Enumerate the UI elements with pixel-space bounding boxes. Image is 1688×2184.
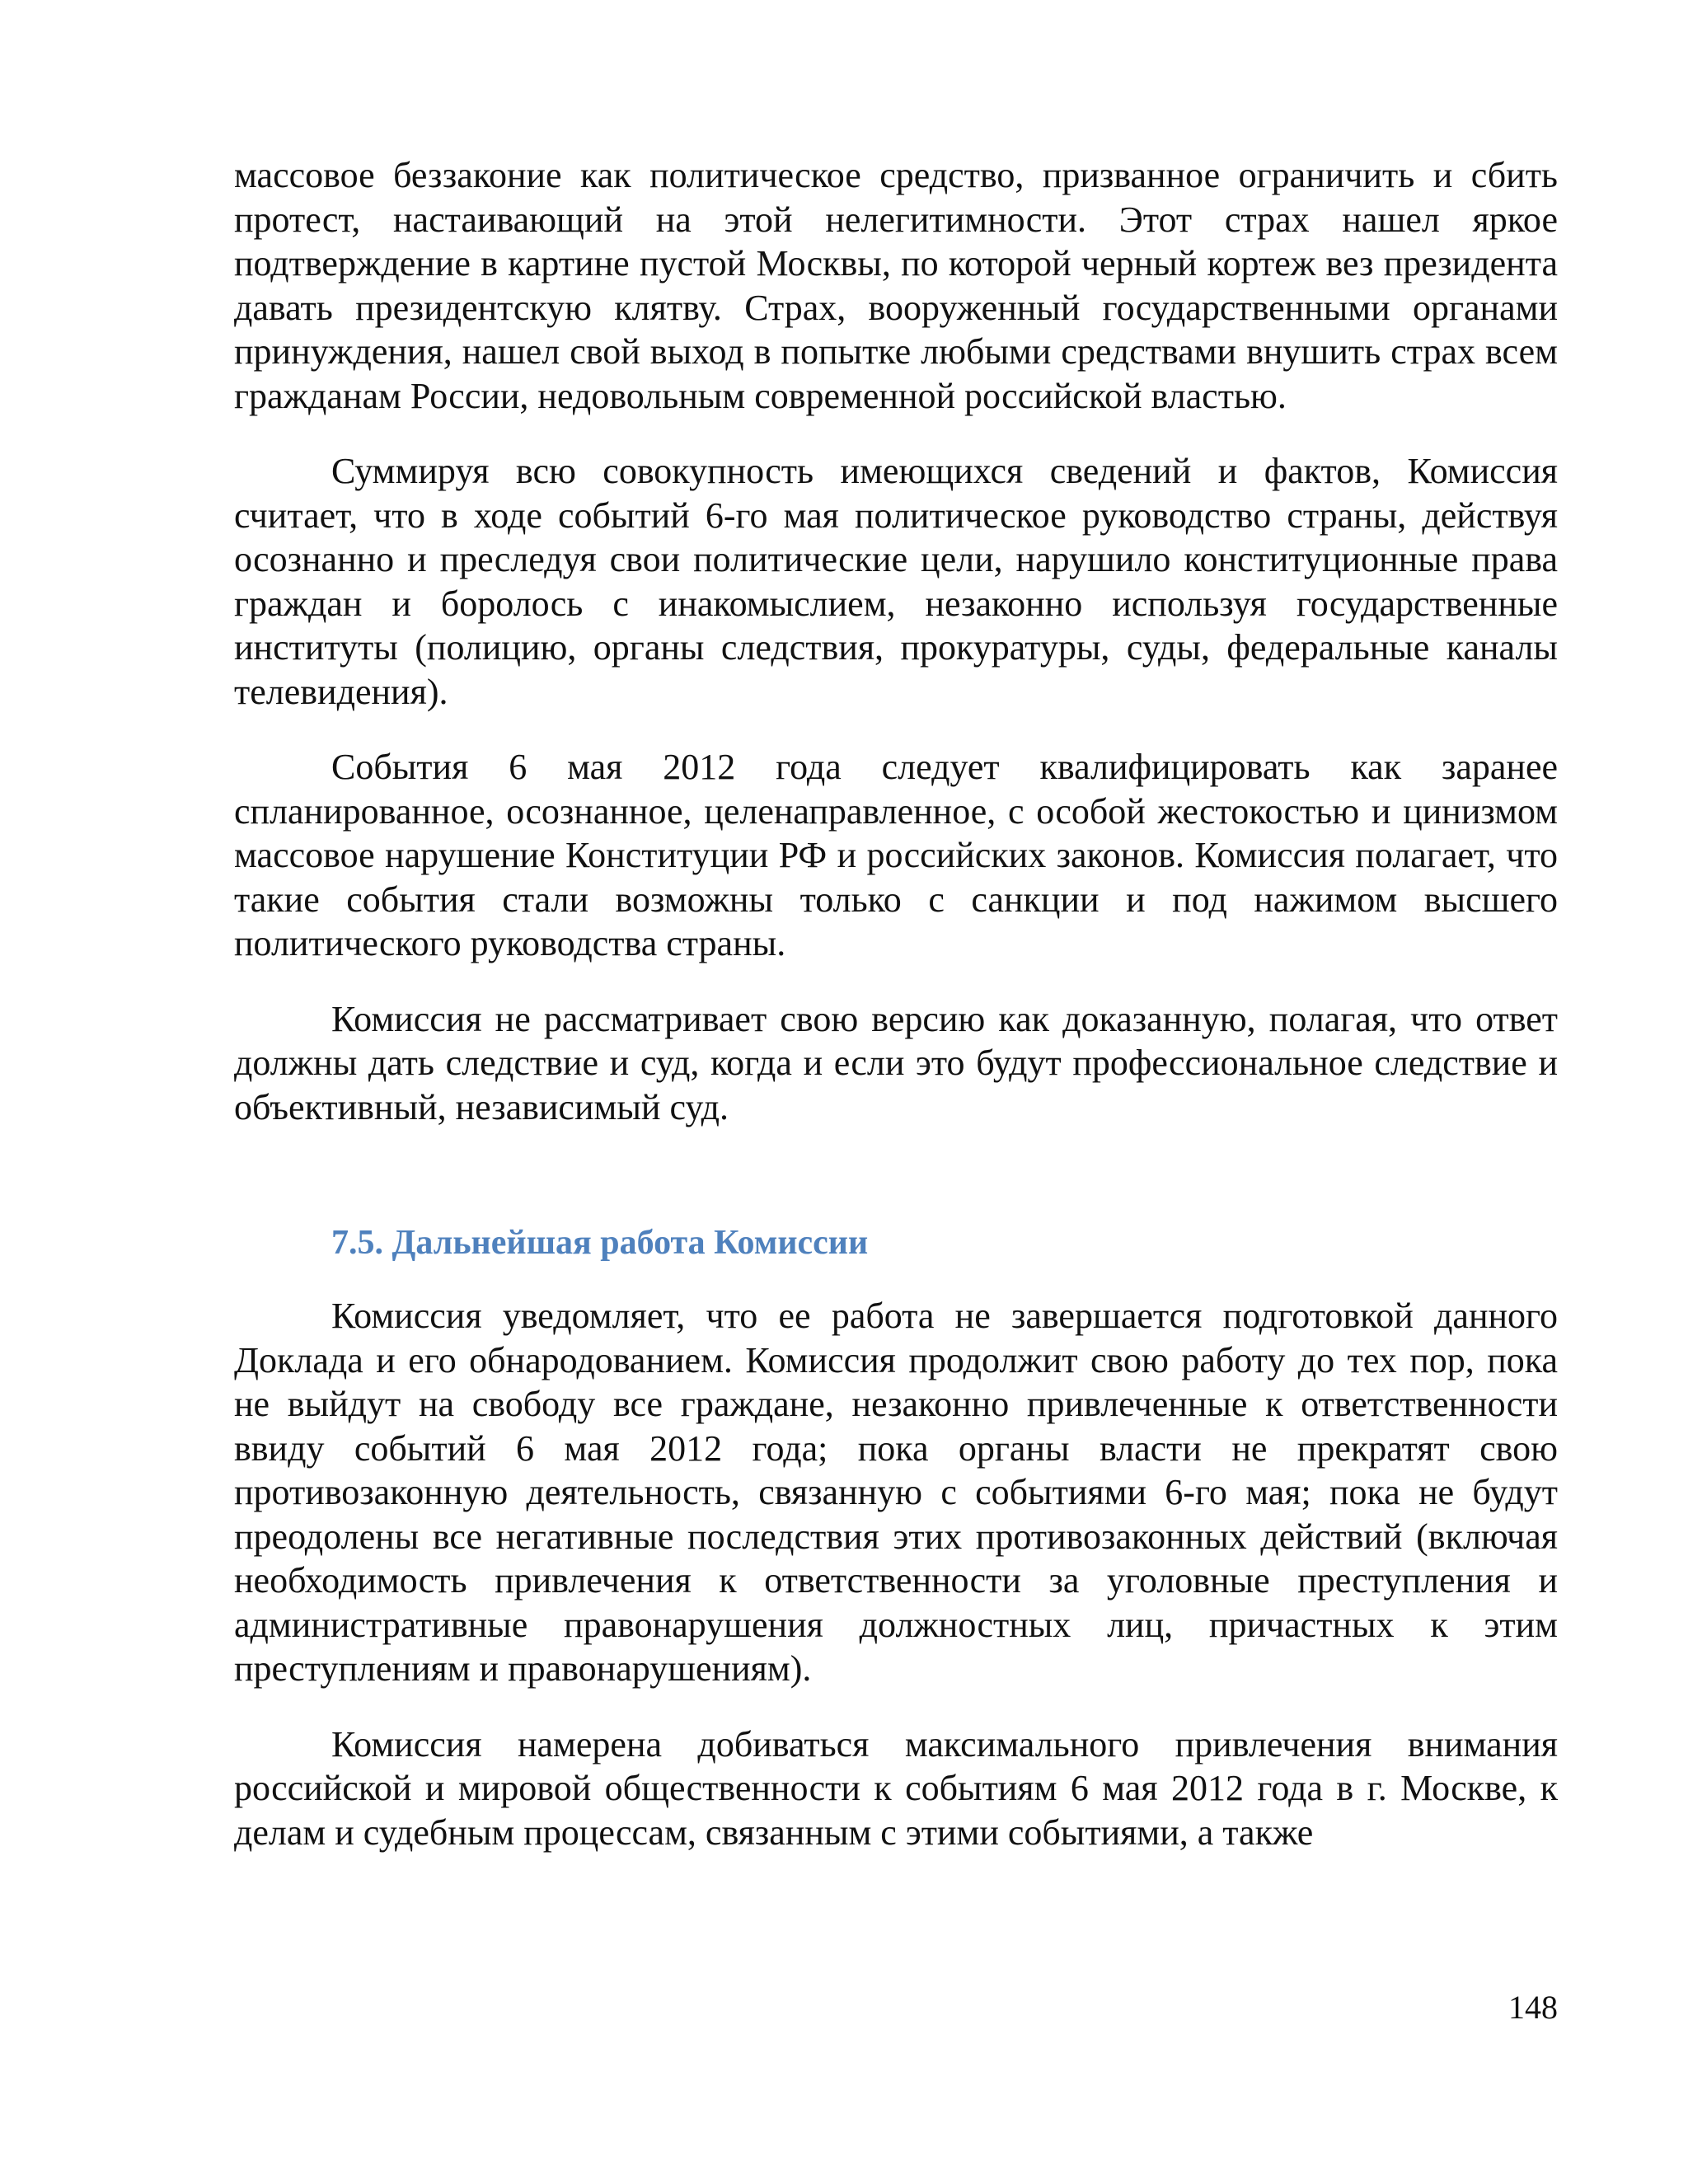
document-page — [234, 153, 1558, 1854]
paragraph-mass-lawlessness: массовое беззаконие как политическое средство, призванное ограничить и сбить протест, настаивающий на этой нелегитимности. Этот страх нашел яркое подтверждение в картине пустой Москвы, по которой черный кортеж вез президента давать президентскую клятву. Страх, вооруженный государственными органами принуждения, нашел свой выход в попытке любыми средствами внушить страх всем гражданам России, недовольным современной российской властью. — [234, 155, 1558, 416]
page-number: 148 — [1508, 1989, 1558, 2026]
paragraph-further-work: Комиссия уведомляет, что ее работа не завершается подготовкой данного Доклада и его обнародованием. Комиссия продолжит свою работу до тех пор, пока не выйдут на свободу все граждане, незаконно привлеченные к ответственности ввиду событий 6 мая 2012 года; пока органы власти не прекратят свою противозаконную деятельность, связанную с событиями 6-го мая; пока не будут преодолены все негативные последствия этих противозаконных действий (включая необходимость привлечения к ответственности за уголовные преступления и административные правонарушения должностных лиц, причастных к этим преступлениям и правонарушениям). — [234, 1296, 1558, 1689]
section-heading: 7.5. Дальнейшая работа Комиссии — [331, 1224, 869, 1262]
paragraph-events-qualification: События 6 мая 2012 года следует квалифицировать как заранее спланированное, осознанное, целенаправленное, с особой жестокостью и цинизмом массовое нарушение Конституции РФ и российских законов. Комиссия полагает, что такие события стали возможны только с санкции и под нажимом высшего политического руководства страны. — [234, 747, 1558, 963]
paragraph-public-attention: Комиссия намерена добиваться максимального привлечения внимания российской и мировой общественности к событиям 6 мая 2012 года в г. Москве, к делам и судебным процессам, связанным с этими событиями, а также — [234, 1723, 1558, 1853]
paragraph-version-not-proven: Комиссия не рассматривает свою версию как доказанную, полагая, что ответ должны дать следствие и суд, когда и если это будут профессиональное следствие и объективный, независимый суд. — [234, 998, 1558, 1127]
paragraph-commission-conclusion: Суммируя всю совокупность имеющихся сведений и фактов, Комиссия считает, что в ходе событий 6-го мая политическое руководство страны, действуя осознанно и преследуя свои политические цели, нарушило конституционные права граждан и боролось с инакомыслием, незаконно используя государственные институты (полицию, органы следствия, прокуратуры, суды, федеральные каналы телевидения). — [234, 451, 1558, 712]
